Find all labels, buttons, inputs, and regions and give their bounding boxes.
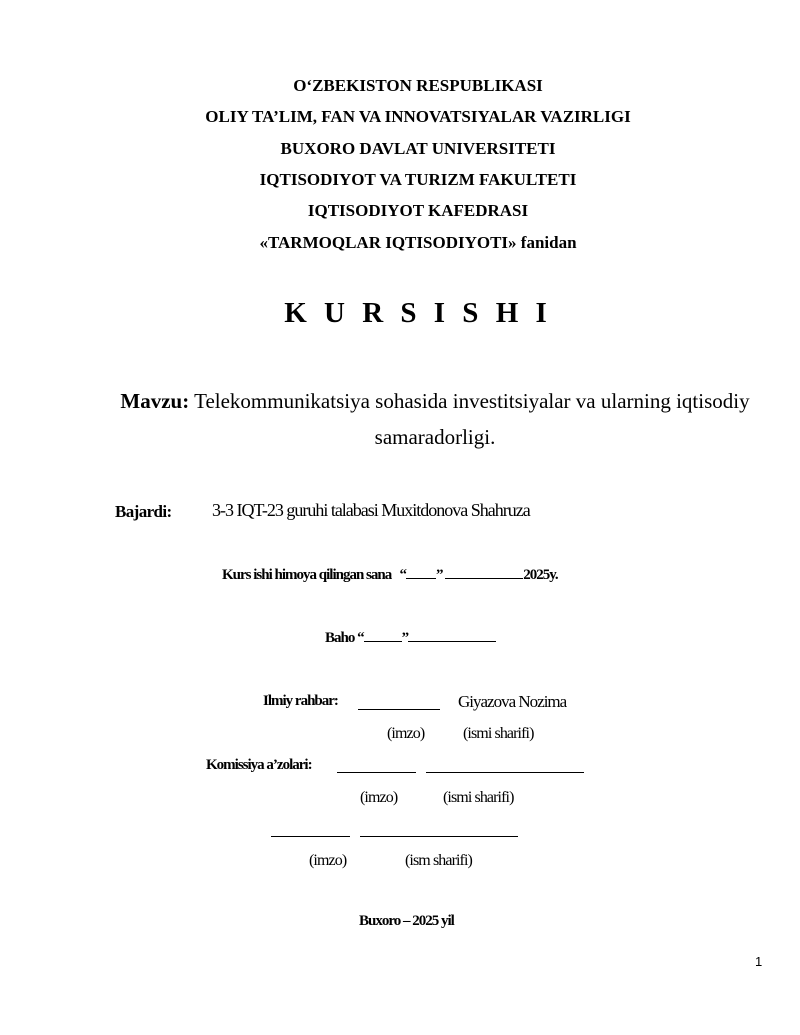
university-line: BUXORO DAVLAT UNIVERSITETI	[280, 139, 556, 158]
grade-open-quote: “	[357, 630, 364, 646]
defense-date-line	[222, 567, 558, 584]
topic-block	[110, 383, 760, 455]
defense-month-blank	[445, 578, 523, 579]
defense-open-quote: “	[399, 567, 406, 583]
commission-label: Komissiya a’zolari:	[206, 757, 312, 773]
ministry-country-line: O‘ZBEKISTON RESPUBLIKASI	[293, 76, 543, 95]
grade-words-blank	[408, 641, 496, 642]
faculty-line: IQTISODIYOT VA TURIZM FAKULTETI	[259, 170, 577, 189]
supervisor-name: Giyazova Nozima	[458, 692, 567, 711]
commission-second-name-caption: (ism sharifi)	[405, 852, 472, 869]
commission-name-line	[426, 772, 584, 773]
department-line: IQTISODIYOT KAFEDRASI	[307, 201, 529, 220]
supervisor-signature-line	[358, 709, 440, 710]
commission-signature-line	[337, 772, 416, 773]
document-title: K U R S I S H I	[284, 297, 552, 329]
topic-label: Mavzu:	[120, 389, 190, 413]
supervisor-label: Ilmiy rahbar:	[263, 693, 338, 709]
supervisor-name-caption: (ismi sharifi)	[463, 725, 534, 742]
ministry-line: OLIY TA’LIM, FAN VA INNOVATSIYALAR VAZIRLIGI	[205, 107, 631, 126]
supervisor-signature-caption: (imzo)	[387, 725, 425, 742]
commission-name-caption: (ismi sharifi)	[443, 789, 514, 806]
commission-signature-caption: (imzo)	[360, 789, 398, 806]
defense-day-blank	[406, 578, 436, 579]
defense-date-label: Kurs ishi himoya qilingan sana	[222, 567, 392, 583]
performer-text: 3-3 IQT-23 guruhi talabasi Muxitdonova Shahruza	[212, 500, 530, 520]
topic-text: Telekommunikatsiya sohasida investitsiyalar va ularning iqtisodiy samaradorligi.	[194, 389, 750, 449]
subject-line: «TARMOQLAR IQTISODIYOTI» fanidan	[259, 233, 577, 252]
commission-second-signature-line	[271, 836, 350, 837]
grade-label: Baho	[325, 630, 355, 646]
grade-blank	[364, 641, 402, 642]
defense-close-quote: ”	[435, 567, 443, 583]
commission-second-name-line	[360, 836, 518, 837]
page-number: 1	[755, 954, 763, 969]
grade-close-quote: ”	[401, 630, 409, 646]
defense-year: 2025y.	[523, 567, 558, 583]
grade-line	[325, 630, 496, 647]
commission-second-signature-caption: (imzo)	[309, 852, 347, 869]
city-year: Buxoro – 2025 yil	[359, 913, 454, 929]
performer-label: Bajardi:	[115, 502, 172, 521]
